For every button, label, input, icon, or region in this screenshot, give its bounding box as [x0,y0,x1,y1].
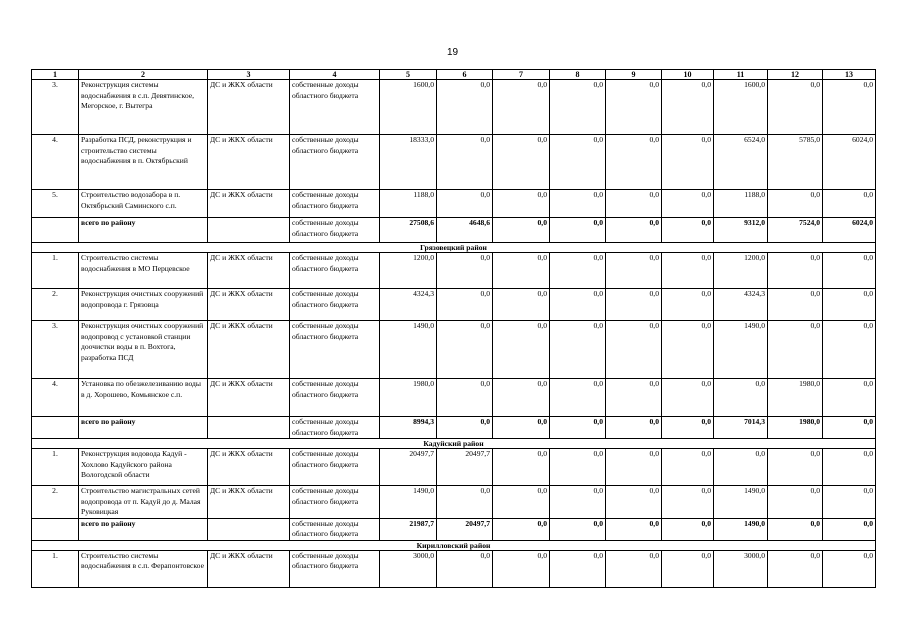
amount-cell: 0,0 [768,321,823,379]
amount-cell: 21987,7 [380,518,437,540]
column-number: 7 [493,70,550,80]
amount-cell: 0,0 [493,135,550,190]
column-number: 12 [768,70,823,80]
amount-cell: 1600,0 [380,80,437,135]
amount-cell: 0,0 [823,80,876,135]
amount-cell: 1200,0 [380,253,437,289]
amount-cell: 0,0 [437,135,493,190]
amount-cell: 0,0 [606,80,662,135]
executor: ДС и ЖКХ области [208,449,290,486]
page-number: 19 [446,47,459,58]
total-label: всего по району [79,218,208,243]
amount-cell: 6024,0 [823,135,876,190]
project-name: Строительство магистральных сетей водопровода от п. Кадуй до д. Малая Руковицкая [79,486,208,519]
amount-cell: 0,0 [768,518,823,540]
table-row [32,135,876,190]
amount-cell: 0,0 [662,289,714,321]
funding-source: собственные доходы областного бюджета [290,218,380,243]
table-row [32,550,876,587]
amount-cell: 0,0 [437,321,493,379]
amount-cell: 0,0 [550,321,606,379]
amount-cell: 1490,0 [714,518,768,540]
amount-cell: 0,0 [768,253,823,289]
amount-cell: 4324,3 [380,289,437,321]
amount-cell: 0,0 [493,379,550,417]
amount-cell: 7014,3 [714,417,768,439]
amount-cell: 0,0 [768,289,823,321]
amount-cell: 0,0 [493,486,550,519]
column-number: 3 [208,70,290,80]
table-row [32,321,876,379]
row-number: 1. [32,550,79,587]
total-label: всего по району [79,518,208,540]
amount-cell: 0,0 [606,379,662,417]
amount-cell: 6024,0 [823,218,876,243]
amount-cell: 0,0 [662,321,714,379]
amount-cell: 0,0 [437,253,493,289]
amount-cell: 0,0 [823,486,876,519]
row-number: 5. [32,190,79,218]
amount-cell: 0,0 [768,449,823,486]
project-name: Реконструкция водовода Кадуй - Хохлово Кадуйского района Вологодской области [79,449,208,486]
amount-cell: 0,0 [437,190,493,218]
district-title: Кирилловский район [32,540,876,550]
amount-cell: 0,0 [550,218,606,243]
table-row [32,486,876,519]
amount-cell: 0,0 [437,417,493,439]
project-name: Реконструкция системы водоснабжения в с.п. Девятинское, Мегорское, г. Вытегра [79,80,208,135]
amount-cell: 0,0 [662,486,714,519]
amount-cell: 4648,6 [437,218,493,243]
funding-source: собственные доходы областного бюджета [290,135,380,190]
amount-cell: 0,0 [662,449,714,486]
project-name: Строительство водозабора в п. Октябрьский Саминского с.п. [79,190,208,218]
row-number-cell [32,417,79,439]
table-row [32,379,876,417]
amount-cell: 0,0 [606,518,662,540]
amount-cell: 0,0 [550,486,606,519]
amount-cell: 0,0 [768,190,823,218]
district-header-row [32,439,876,449]
amount-cell: 0,0 [662,550,714,587]
executor: ДС и ЖКХ области [208,321,290,379]
amount-cell: 0,0 [493,80,550,135]
amount-cell: 3000,0 [714,550,768,587]
amount-cell: 6524,0 [714,135,768,190]
amount-cell: 3000,0 [380,550,437,587]
amount-cell: 0,0 [437,550,493,587]
amount-cell: 0,0 [823,417,876,439]
funding-source: собственные доходы областного бюджета [290,486,380,519]
amount-cell: 18333,0 [380,135,437,190]
amount-cell: 0,0 [550,289,606,321]
funding-source: собственные доходы областного бюджета [290,80,380,135]
total-label: всего по району [79,417,208,439]
amount-cell: 0,0 [606,486,662,519]
amount-cell: 0,0 [493,550,550,587]
amount-cell: 20497,7 [437,518,493,540]
amount-cell: 0,0 [550,550,606,587]
row-number-cell [32,518,79,540]
amount-cell: 0,0 [606,135,662,190]
row-number: 2. [32,289,79,321]
amount-cell: 0,0 [823,449,876,486]
amount-cell: 0,0 [662,80,714,135]
amount-cell: 0,0 [550,449,606,486]
column-number: 5 [380,70,437,80]
project-name: Установка по обезжелезиванию воды в д. Хорошево, Комьянское с.п. [79,379,208,417]
amount-cell: 1980,0 [380,379,437,417]
row-number: 1. [32,253,79,289]
funding-source: собственные доходы областного бюджета [290,253,380,289]
executor: ДС и ЖКХ области [208,379,290,417]
executor: ДС и ЖКХ области [208,550,290,587]
funding-source: собственные доходы областного бюджета [290,449,380,486]
table-row [32,80,876,135]
amount-cell: 0,0 [662,518,714,540]
amount-cell: 0,0 [606,417,662,439]
district-title: Грязовецкий район [32,243,876,253]
amount-cell: 0,0 [823,253,876,289]
amount-cell: 0,0 [493,321,550,379]
amount-cell: 5785,0 [768,135,823,190]
amount-cell: 0,0 [606,218,662,243]
amount-cell: 0,0 [823,321,876,379]
row-number: 4. [32,379,79,417]
amount-cell: 0,0 [768,550,823,587]
amount-cell: 0,0 [493,253,550,289]
amount-cell: 0,0 [493,449,550,486]
amount-cell: 0,0 [823,190,876,218]
column-number: 1 [32,70,79,80]
executor: ДС и ЖКХ области [208,486,290,519]
amount-cell: 0,0 [714,379,768,417]
amount-cell: 1490,0 [380,321,437,379]
amount-cell: 0,0 [823,379,876,417]
amount-cell: 20497,7 [437,449,493,486]
table-row [32,289,876,321]
funding-source: собственные доходы областного бюджета [290,417,380,439]
amount-cell: 1490,0 [714,321,768,379]
amount-cell: 7524,0 [768,218,823,243]
column-number: 2 [79,70,208,80]
amount-cell: 0,0 [493,190,550,218]
row-number: 2. [32,486,79,519]
district-header-row [32,540,876,550]
column-number: 13 [823,70,876,80]
amount-cell: 0,0 [550,135,606,190]
executor: ДС и ЖКХ области [208,135,290,190]
project-name: Реконструкция очистных сооружений водопровод с установкой станции доочистки воды в п. Вохтога, разработка ПСД [79,321,208,379]
executor: ДС и ЖКХ области [208,289,290,321]
column-number: 6 [437,70,493,80]
row-number: 1. [32,449,79,486]
amount-cell: 9312,0 [714,218,768,243]
amount-cell: 4324,3 [714,289,768,321]
amount-cell: 0,0 [493,417,550,439]
amount-cell: 0,0 [550,518,606,540]
row-number-cell [32,218,79,243]
amount-cell: 0,0 [662,253,714,289]
amount-cell: 1490,0 [380,486,437,519]
executor-cell [208,417,290,439]
amount-cell: 20497,7 [380,449,437,486]
amount-cell: 0,0 [550,417,606,439]
amount-cell: 1980,0 [768,379,823,417]
amount-cell: 0,0 [493,518,550,540]
column-number: 9 [606,70,662,80]
project-name: Строительство системы водоснабжения в с.п. Ферапонтовское [79,550,208,587]
amount-cell: 1490,0 [714,486,768,519]
funding-source: собственные доходы областного бюджета [290,190,380,218]
amount-cell: 1188,0 [714,190,768,218]
amount-cell: 0,0 [768,486,823,519]
funding-source: собственные доходы областного бюджета [290,321,380,379]
amount-cell: 0,0 [550,379,606,417]
amount-cell: 0,0 [662,379,714,417]
table-row [32,449,876,486]
budget-table [31,69,876,588]
executor: ДС и ЖКХ области [208,253,290,289]
amount-cell: 0,0 [606,190,662,218]
amount-cell: 0,0 [437,379,493,417]
amount-cell: 0,0 [662,190,714,218]
funding-source: собственные доходы областного бюджета [290,379,380,417]
amount-cell: 1980,0 [768,417,823,439]
amount-cell: 1200,0 [714,253,768,289]
amount-cell: 0,0 [823,550,876,587]
amount-cell: 0,0 [606,550,662,587]
amount-cell: 0,0 [823,289,876,321]
amount-cell: 0,0 [550,253,606,289]
amount-cell: 0,0 [823,518,876,540]
row-number: 4. [32,135,79,190]
amount-cell: 0,0 [768,80,823,135]
amount-cell: 0,0 [662,218,714,243]
amount-cell: 27508,6 [380,218,437,243]
amount-cell: 0,0 [493,218,550,243]
amount-cell: 0,0 [550,190,606,218]
executor: ДС и ЖКХ области [208,80,290,135]
column-number: 10 [662,70,714,80]
amount-cell: 0,0 [437,289,493,321]
project-name: Строительство системы водоснабжения в МО Перцевское [79,253,208,289]
district-total-row [32,518,876,540]
amount-cell: 0,0 [437,80,493,135]
amount-cell: 1600,0 [714,80,768,135]
amount-cell: 0,0 [606,253,662,289]
column-number: 4 [290,70,380,80]
amount-cell: 0,0 [493,289,550,321]
funding-source: собственные доходы областного бюджета [290,518,380,540]
table-row [32,190,876,218]
amount-cell: 0,0 [662,135,714,190]
district-header-row [32,243,876,253]
amount-cell: 8994,3 [380,417,437,439]
column-number: 11 [714,70,768,80]
column-number: 8 [550,70,606,80]
district-total-row [32,417,876,439]
amount-cell: 0,0 [606,321,662,379]
table-row [32,253,876,289]
executor: ДС и ЖКХ области [208,190,290,218]
column-number-row [32,70,876,80]
amount-cell: 0,0 [550,80,606,135]
amount-cell: 0,0 [437,486,493,519]
amount-cell: 0,0 [606,289,662,321]
row-number: 3. [32,80,79,135]
project-name: Разработка ПСД, реконструкция и строительство системы водоснабжения в п. Октябрьский [79,135,208,190]
amount-cell: 0,0 [714,449,768,486]
amount-cell: 1188,0 [380,190,437,218]
funding-source: собственные доходы областного бюджета [290,289,380,321]
executor-cell [208,518,290,540]
executor-cell [208,218,290,243]
row-number: 3. [32,321,79,379]
amount-cell: 0,0 [606,449,662,486]
funding-source: собственные доходы областного бюджета [290,550,380,587]
project-name: Реконструкция очистных сооружений водопровода г. Грязовца [79,289,208,321]
district-total-row [32,218,876,243]
district-title: Кадуйский район [32,439,876,449]
amount-cell: 0,0 [662,417,714,439]
